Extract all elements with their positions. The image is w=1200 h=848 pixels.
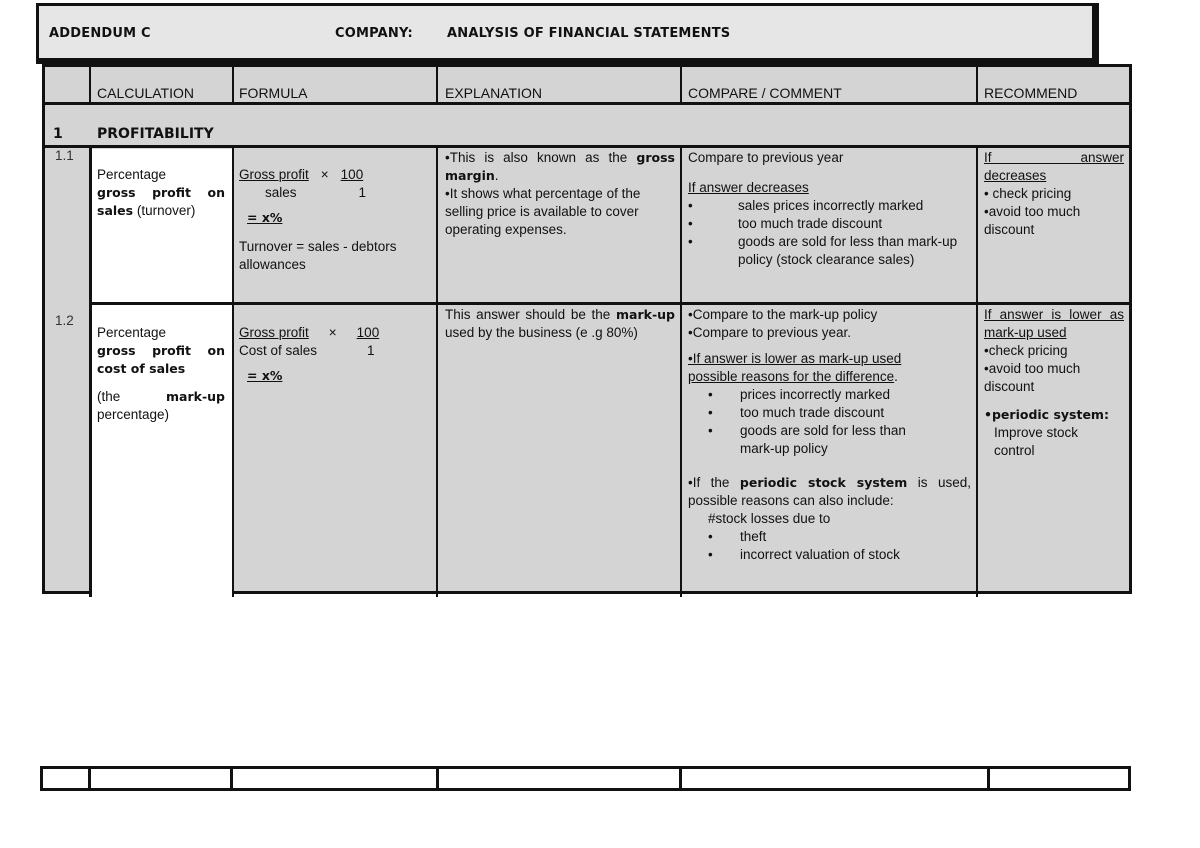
formula-cell-1 bbox=[239, 166, 431, 274]
formula-numerator: Gross profit bbox=[239, 325, 309, 340]
expl-text-c: used by the business (e .g 80%) bbox=[445, 325, 638, 340]
calc-lead: Percentage bbox=[97, 325, 167, 340]
calc-bold-line1: gross profit on bbox=[97, 343, 225, 358]
explanation-cell-1 bbox=[445, 149, 675, 239]
calc-tail: (turnover) bbox=[136, 203, 196, 218]
recommend-item: •avoid too much discount bbox=[984, 204, 1081, 237]
calc-bold-line2: cost of sales bbox=[97, 361, 186, 376]
header-formula: FORMULA bbox=[239, 85, 308, 101]
formula-times: × bbox=[320, 167, 329, 182]
expl-text-2: •It shows what percentage of the selling price is available to cover operating expenses. bbox=[445, 186, 641, 237]
compare-text-2: •Compare to previous year. bbox=[688, 325, 852, 340]
header-calculation: CALCULATION bbox=[97, 85, 194, 101]
recommend-tail: Improve stock control bbox=[994, 425, 1079, 458]
recommend-cell-1 bbox=[984, 149, 1124, 239]
formula-one: 1 bbox=[358, 185, 367, 200]
document-heading: ANALYSIS OF FINANCIAL STATEMENTS bbox=[447, 26, 731, 41]
section-number: 1 bbox=[53, 126, 63, 142]
compare-text-5: #stock losses due to bbox=[708, 511, 831, 526]
compare-bullet: • goods are sold for less than mark-up policy bbox=[708, 423, 906, 456]
row-number-1-1: 1.1 bbox=[55, 148, 74, 163]
formula-numerator: Gross profit bbox=[239, 167, 309, 182]
compare-cell-1 bbox=[688, 149, 971, 269]
compare-bullet: • too much trade discount bbox=[708, 405, 885, 420]
expl-text-a: •This is also known as the bbox=[445, 150, 628, 165]
formula-result: = x% bbox=[247, 210, 283, 225]
header-recommend: RECOMMEND bbox=[984, 85, 1078, 101]
expl-text-a: This answer should be the bbox=[445, 307, 611, 322]
recommend-item: •avoid too much discount bbox=[984, 361, 1081, 394]
formula-note: Turnover = sales - debtors allowances bbox=[239, 239, 397, 272]
recommend-item: •check pricing bbox=[984, 343, 1068, 358]
formula-denominator: Cost of sales bbox=[239, 343, 318, 358]
recommend-head-line2: decreases bbox=[984, 168, 1047, 183]
header-compare: COMPARE / COMMENT bbox=[688, 85, 842, 101]
formula-cell-2 bbox=[239, 324, 431, 385]
compare-text-4: •If the periodic stock system is used, possible reasons can also include: bbox=[688, 475, 971, 508]
compare-text-3: •If answer is lower as mark-up used possible reasons for the difference. bbox=[688, 351, 902, 384]
formula-times: × bbox=[328, 325, 337, 340]
compare-bullet: • theft bbox=[708, 529, 767, 544]
compare-bullet: • sales prices incorrectly marked bbox=[688, 198, 924, 213]
calc-cell-2 bbox=[97, 324, 225, 424]
formula-hundred: 100 bbox=[356, 325, 380, 340]
compare-bullet: • incorrect valuation of stock bbox=[708, 547, 900, 562]
calc-bold-line1: gross profit on bbox=[97, 185, 225, 200]
bottom-empty-row bbox=[40, 766, 1131, 791]
formula-denominator: sales bbox=[265, 185, 297, 200]
compare-text-1: •Compare to the mark-up policy bbox=[688, 307, 878, 322]
row-number-1-2: 1.2 bbox=[55, 313, 74, 328]
recommend-bold: •periodic system: bbox=[984, 407, 1109, 422]
recommend-cell-2 bbox=[984, 306, 1124, 460]
title-bar bbox=[36, 3, 1099, 64]
section-title: PROFITABILITY bbox=[97, 126, 214, 142]
calc-tail-c: percentage) bbox=[97, 407, 170, 422]
expl-bold: gross margin bbox=[445, 150, 675, 183]
addendum-label: ADDENDUM C bbox=[49, 26, 151, 41]
calc-tail-b: mark-up bbox=[166, 389, 225, 404]
expl-bold: mark-up bbox=[616, 307, 675, 322]
header-explanation: EXPLANATION bbox=[445, 85, 542, 101]
company-label: COMPANY: bbox=[335, 26, 413, 41]
calc-lead: Percentage bbox=[97, 167, 167, 182]
compare-text-2: If answer decreases bbox=[688, 180, 809, 195]
recommend-head: If answer is lower as mark-up used bbox=[984, 307, 1124, 340]
formula-one: 1 bbox=[367, 343, 375, 358]
calc-cell-1 bbox=[97, 166, 225, 220]
compare-bullet: • goods are sold for less than mark-up policy (stock clearance sales) bbox=[688, 234, 958, 267]
calc-line2: sales (turnover) bbox=[97, 203, 196, 218]
compare-bullet: • too much trade discount bbox=[688, 216, 883, 231]
analysis-table bbox=[42, 64, 1132, 594]
compare-text-1: Compare to previous year bbox=[688, 150, 844, 165]
compare-cell-2 bbox=[688, 306, 971, 564]
calc-tail-a: (the bbox=[97, 389, 121, 404]
compare-bullet: • prices incorrectly marked bbox=[708, 387, 891, 402]
recommend-head-line1: If answer bbox=[984, 150, 1124, 165]
formula-result: = x% bbox=[247, 368, 283, 383]
formula-hundred: 100 bbox=[340, 167, 364, 182]
expl-text-c: . bbox=[494, 168, 499, 183]
explanation-cell-2 bbox=[445, 306, 675, 342]
recommend-item: • check pricing bbox=[984, 186, 1072, 201]
